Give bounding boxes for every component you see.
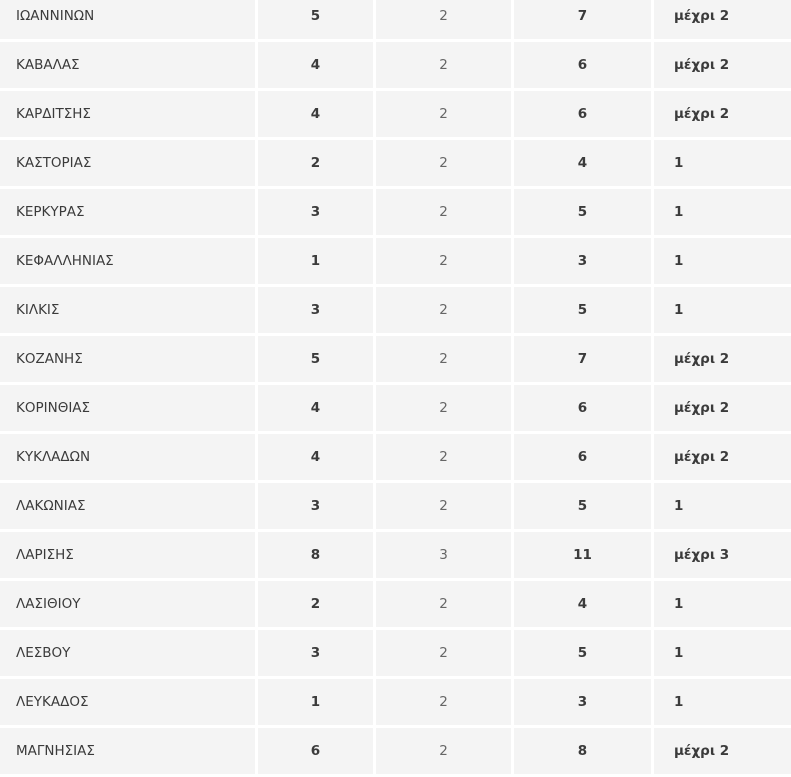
value-a-cell: 6 (258, 728, 373, 774)
value-b-cell: 2 (376, 434, 511, 480)
value-a-cell: 1 (258, 238, 373, 284)
total-cell: 3 (514, 679, 651, 725)
limit-cell: 1 (654, 679, 791, 725)
value-b-cell: 2 (376, 728, 511, 774)
limit-cell: μέχρι 2 (654, 91, 791, 137)
prefecture-name-cell: ΚΑΣΤΟΡΙΑΣ (0, 140, 255, 186)
limit-cell: μέχρι 3 (654, 532, 791, 578)
limit-cell: 1 (654, 581, 791, 627)
prefecture-name-cell: ΚΕΡΚΥΡΑΣ (0, 189, 255, 235)
total-cell: 5 (514, 630, 651, 676)
limit-cell: μέχρι 2 (654, 42, 791, 88)
limit-cell: μέχρι 2 (654, 336, 791, 382)
total-cell: 4 (514, 140, 651, 186)
limit-cell: μέχρι 2 (654, 434, 791, 480)
prefecture-name-cell: ΛΑΣΙΘΙΟΥ (0, 581, 255, 627)
table-row (0, 483, 791, 529)
prefecture-name-cell: ΚΑΡΔΙΤΣΗΣ (0, 91, 255, 137)
table-row (0, 0, 791, 39)
table-row (0, 91, 791, 137)
table-row (0, 532, 791, 578)
prefecture-name-cell: ΛΑΡΙΣΗΣ (0, 532, 255, 578)
value-a-cell: 4 (258, 385, 373, 431)
table-row (0, 581, 791, 627)
prefecture-name-cell: ΚΟΖΑΝΗΣ (0, 336, 255, 382)
total-cell: 6 (514, 91, 651, 137)
total-cell: 11 (514, 532, 651, 578)
value-a-cell: 4 (258, 434, 373, 480)
value-b-cell: 2 (376, 287, 511, 333)
prefecture-name-cell: ΛΑΚΩΝΙΑΣ (0, 483, 255, 529)
value-b-cell: 2 (376, 238, 511, 284)
total-cell: 5 (514, 189, 651, 235)
prefecture-name-cell: ΚΙΛΚΙΣ (0, 287, 255, 333)
limit-cell: 1 (654, 630, 791, 676)
value-a-cell: 1 (258, 679, 373, 725)
value-a-cell: 3 (258, 483, 373, 529)
limit-cell: 1 (654, 238, 791, 284)
total-cell: 5 (514, 483, 651, 529)
table-row (0, 385, 791, 431)
value-a-cell: 3 (258, 287, 373, 333)
prefecture-name-cell: ΙΩΑΝΝΙΝΩΝ (0, 0, 255, 39)
value-b-cell: 2 (376, 0, 511, 39)
total-cell: 4 (514, 581, 651, 627)
value-a-cell: 4 (258, 42, 373, 88)
value-b-cell: 2 (376, 91, 511, 137)
prefecture-name-cell: ΚΕΦΑΛΛΗΝΙΑΣ (0, 238, 255, 284)
table-row (0, 336, 791, 382)
limit-cell: 1 (654, 483, 791, 529)
limit-cell: 1 (654, 140, 791, 186)
prefecture-name-cell: ΛΕΥΚΑΔΟΣ (0, 679, 255, 725)
total-cell: 3 (514, 238, 651, 284)
table-row (0, 287, 791, 333)
total-cell: 7 (514, 336, 651, 382)
table-row (0, 679, 791, 725)
total-cell: 5 (514, 287, 651, 333)
prefecture-name-cell: ΚΟΡΙΝΘΙΑΣ (0, 385, 255, 431)
value-a-cell: 4 (258, 91, 373, 137)
total-cell: 6 (514, 42, 651, 88)
value-a-cell: 3 (258, 189, 373, 235)
table-row (0, 140, 791, 186)
table-row (0, 728, 791, 774)
limit-cell: 1 (654, 189, 791, 235)
value-a-cell: 8 (258, 532, 373, 578)
value-b-cell: 2 (376, 42, 511, 88)
value-b-cell: 2 (376, 483, 511, 529)
table-row (0, 434, 791, 480)
value-a-cell: 5 (258, 0, 373, 39)
table-row (0, 630, 791, 676)
total-cell: 6 (514, 434, 651, 480)
value-b-cell: 2 (376, 140, 511, 186)
value-b-cell: 2 (376, 189, 511, 235)
limit-cell: μέχρι 2 (654, 385, 791, 431)
value-a-cell: 2 (258, 140, 373, 186)
total-cell: 6 (514, 385, 651, 431)
limit-cell: μέχρι 2 (654, 0, 791, 39)
table-row (0, 238, 791, 284)
value-a-cell: 5 (258, 336, 373, 382)
prefecture-name-cell: ΚΥΚΛΑΔΩΝ (0, 434, 255, 480)
value-b-cell: 2 (376, 336, 511, 382)
value-b-cell: 2 (376, 630, 511, 676)
prefecture-name-cell: ΚΑΒΑΛΑΣ (0, 42, 255, 88)
table-row (0, 189, 791, 235)
prefecture-name-cell: ΛΕΣΒΟΥ (0, 630, 255, 676)
value-b-cell: 2 (376, 581, 511, 627)
table-row (0, 42, 791, 88)
prefecture-name-cell: ΜΑΓΝΗΣΙΑΣ (0, 728, 255, 774)
limit-cell: 1 (654, 287, 791, 333)
value-b-cell: 2 (376, 679, 511, 725)
value-a-cell: 2 (258, 581, 373, 627)
value-a-cell: 3 (258, 630, 373, 676)
limit-cell: μέχρι 2 (654, 728, 791, 774)
total-cell: 8 (514, 728, 651, 774)
value-b-cell: 3 (376, 532, 511, 578)
total-cell: 7 (514, 0, 651, 39)
value-b-cell: 2 (376, 385, 511, 431)
